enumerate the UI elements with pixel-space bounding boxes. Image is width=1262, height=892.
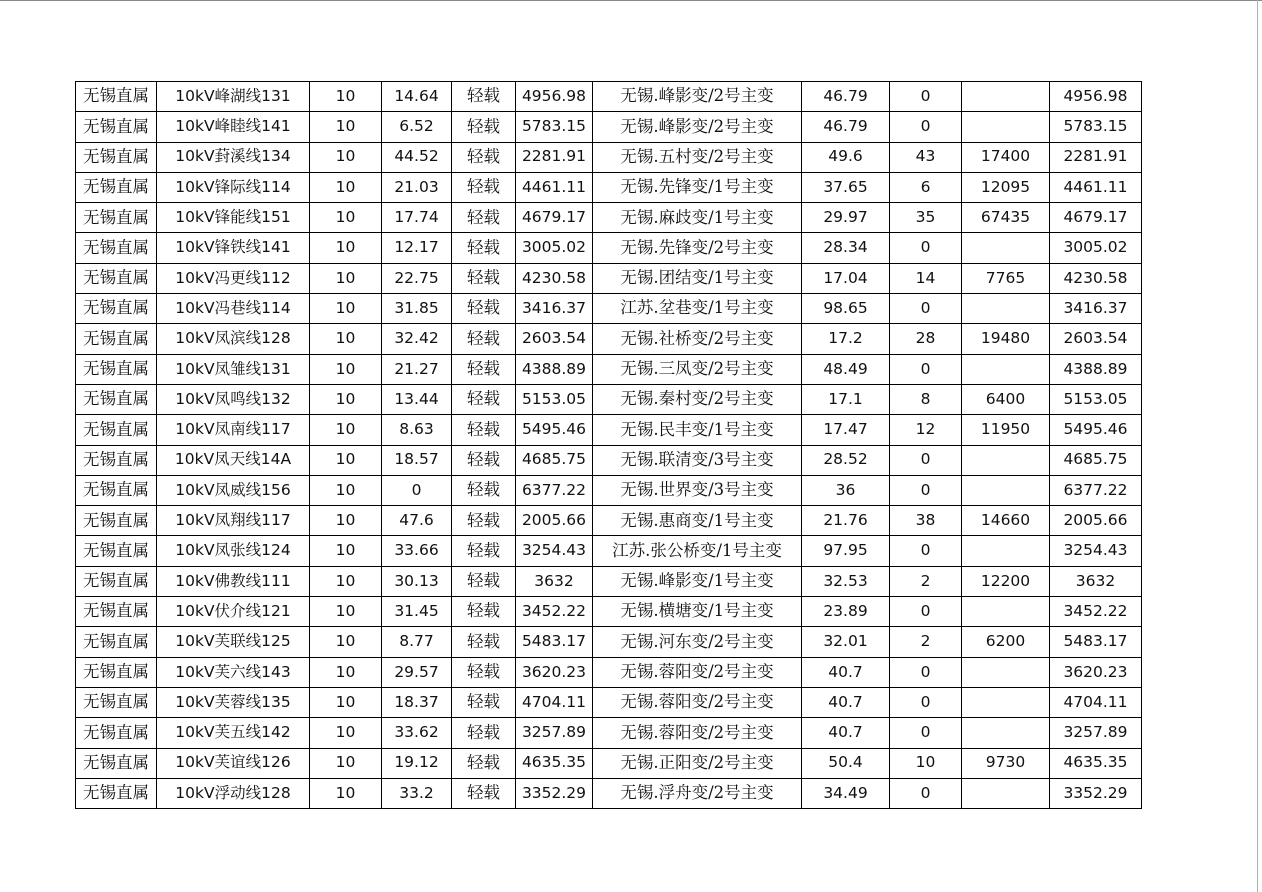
feeder-name-cell: 10kV芙蓉线135 bbox=[157, 687, 310, 717]
amount-cell: 17400 bbox=[962, 142, 1050, 172]
feeder-name-cell: 10kV凤雏线131 bbox=[157, 354, 310, 384]
count-cell: 6 bbox=[890, 172, 962, 202]
count-cell: 2 bbox=[890, 566, 962, 596]
load-status-cell: 轻载 bbox=[452, 82, 516, 112]
load-rate-cell: 30.13 bbox=[382, 566, 452, 596]
table-row bbox=[76, 354, 1142, 384]
feeder-name-cell: 10kV锋能线151 bbox=[157, 203, 310, 233]
feeder-name-cell: 10kV凤南线117 bbox=[157, 415, 310, 445]
transformer-cell: 无锡.麻歧变/1号主变 bbox=[593, 203, 802, 233]
capacity-cell: 4388.89 bbox=[516, 354, 593, 384]
page-right-border bbox=[1257, 0, 1258, 892]
feeder-name-cell: 10kV伏介线121 bbox=[157, 597, 310, 627]
table-row bbox=[76, 112, 1142, 142]
table-row bbox=[76, 687, 1142, 717]
transformer-cell: 无锡.蓉阳变/2号主变 bbox=[593, 687, 802, 717]
amount-cell: 19480 bbox=[962, 324, 1050, 354]
load-rate-cell: 8.77 bbox=[382, 627, 452, 657]
capacity-cell: 5495.46 bbox=[516, 415, 593, 445]
count-cell: 35 bbox=[890, 203, 962, 233]
company-cell: 无锡直属 bbox=[76, 172, 157, 202]
capacity-cell: 5483.17 bbox=[516, 627, 593, 657]
capacity-cell: 4685.75 bbox=[516, 445, 593, 475]
transformer-load-cell: 40.7 bbox=[802, 718, 890, 748]
capacity-cell: 3452.22 bbox=[516, 597, 593, 627]
company-cell: 无锡直属 bbox=[76, 597, 157, 627]
transformer-load-cell: 17.1 bbox=[802, 384, 890, 414]
transformer-load-cell: 34.49 bbox=[802, 778, 890, 808]
load-rate-cell: 21.03 bbox=[382, 172, 452, 202]
transformer-cell: 江苏.坌巷变/1号主变 bbox=[593, 294, 802, 324]
amount-cell bbox=[962, 475, 1050, 505]
load-status-cell: 轻载 bbox=[452, 445, 516, 475]
feeder-load-table bbox=[75, 81, 1142, 809]
feeder-name-cell: 10kV芙六线143 bbox=[157, 657, 310, 687]
capacity-cell: 3620.23 bbox=[516, 657, 593, 687]
voltage-cell: 10 bbox=[310, 203, 382, 233]
load-status-cell: 轻载 bbox=[452, 718, 516, 748]
table-row bbox=[76, 82, 1142, 112]
remaining-capacity-cell: 4461.11 bbox=[1050, 172, 1142, 202]
amount-cell: 6400 bbox=[962, 384, 1050, 414]
table-row bbox=[76, 475, 1142, 505]
load-status-cell: 轻载 bbox=[452, 748, 516, 778]
transformer-cell: 无锡.团结变/1号主变 bbox=[593, 263, 802, 293]
load-rate-cell: 32.42 bbox=[382, 324, 452, 354]
remaining-capacity-cell: 3352.29 bbox=[1050, 778, 1142, 808]
remaining-capacity-cell: 2603.54 bbox=[1050, 324, 1142, 354]
remaining-capacity-cell: 4635.35 bbox=[1050, 748, 1142, 778]
capacity-cell: 4704.11 bbox=[516, 687, 593, 717]
load-rate-cell: 21.27 bbox=[382, 354, 452, 384]
amount-cell bbox=[962, 687, 1050, 717]
load-rate-cell: 18.37 bbox=[382, 687, 452, 717]
load-status-cell: 轻载 bbox=[452, 263, 516, 293]
amount-cell: 7765 bbox=[962, 263, 1050, 293]
load-rate-cell: 31.45 bbox=[382, 597, 452, 627]
voltage-cell: 10 bbox=[310, 445, 382, 475]
table-row bbox=[76, 627, 1142, 657]
voltage-cell: 10 bbox=[310, 82, 382, 112]
table-row bbox=[76, 657, 1142, 687]
transformer-load-cell: 17.2 bbox=[802, 324, 890, 354]
company-cell: 无锡直属 bbox=[76, 445, 157, 475]
load-rate-cell: 22.75 bbox=[382, 263, 452, 293]
transformer-cell: 无锡.峰影变/2号主变 bbox=[593, 82, 802, 112]
feeder-name-cell: 10kV冯巷线114 bbox=[157, 294, 310, 324]
transformer-cell: 无锡.先锋变/2号主变 bbox=[593, 233, 802, 263]
table-row bbox=[76, 263, 1142, 293]
load-status-cell: 轻载 bbox=[452, 233, 516, 263]
company-cell: 无锡直属 bbox=[76, 324, 157, 354]
voltage-cell: 10 bbox=[310, 718, 382, 748]
amount-cell: 6200 bbox=[962, 627, 1050, 657]
load-rate-cell: 12.17 bbox=[382, 233, 452, 263]
remaining-capacity-cell: 5483.17 bbox=[1050, 627, 1142, 657]
feeder-name-cell: 10kV浮动线128 bbox=[157, 778, 310, 808]
transformer-cell: 无锡.社桥变/2号主变 bbox=[593, 324, 802, 354]
company-cell: 无锡直属 bbox=[76, 475, 157, 505]
capacity-cell: 3352.29 bbox=[516, 778, 593, 808]
capacity-cell: 5783.15 bbox=[516, 112, 593, 142]
company-cell: 无锡直属 bbox=[76, 748, 157, 778]
load-rate-cell: 33.62 bbox=[382, 718, 452, 748]
transformer-load-cell: 40.7 bbox=[802, 687, 890, 717]
remaining-capacity-cell: 6377.22 bbox=[1050, 475, 1142, 505]
remaining-capacity-cell: 3632 bbox=[1050, 566, 1142, 596]
amount-cell bbox=[962, 657, 1050, 687]
feeder-name-cell: 10kV凤天线14A bbox=[157, 445, 310, 475]
table-row bbox=[76, 294, 1142, 324]
transformer-load-cell: 98.65 bbox=[802, 294, 890, 324]
remaining-capacity-cell: 4679.17 bbox=[1050, 203, 1142, 233]
capacity-cell: 4230.58 bbox=[516, 263, 593, 293]
voltage-cell: 10 bbox=[310, 475, 382, 505]
company-cell: 无锡直属 bbox=[76, 657, 157, 687]
transformer-cell: 无锡.蓉阳变/2号主变 bbox=[593, 657, 802, 687]
amount-cell bbox=[962, 82, 1050, 112]
transformer-cell: 无锡.浮舟变/2号主变 bbox=[593, 778, 802, 808]
load-rate-cell: 0 bbox=[382, 475, 452, 505]
capacity-cell: 3632 bbox=[516, 566, 593, 596]
voltage-cell: 10 bbox=[310, 566, 382, 596]
table-row bbox=[76, 142, 1142, 172]
transformer-load-cell: 37.65 bbox=[802, 172, 890, 202]
company-cell: 无锡直属 bbox=[76, 778, 157, 808]
remaining-capacity-cell: 5495.46 bbox=[1050, 415, 1142, 445]
count-cell: 14 bbox=[890, 263, 962, 293]
transformer-load-cell: 28.52 bbox=[802, 445, 890, 475]
count-cell: 0 bbox=[890, 294, 962, 324]
feeder-name-cell: 10kV峰睦线141 bbox=[157, 112, 310, 142]
amount-cell bbox=[962, 112, 1050, 142]
transformer-cell: 无锡.峰影变/1号主变 bbox=[593, 566, 802, 596]
load-status-cell: 轻载 bbox=[452, 294, 516, 324]
table-row bbox=[76, 384, 1142, 414]
amount-cell: 11950 bbox=[962, 415, 1050, 445]
voltage-cell: 10 bbox=[310, 233, 382, 263]
remaining-capacity-cell: 2005.66 bbox=[1050, 506, 1142, 536]
page-top-border bbox=[0, 0, 1262, 1]
remaining-capacity-cell: 5783.15 bbox=[1050, 112, 1142, 142]
feeder-name-cell: 10kV锋铁线141 bbox=[157, 233, 310, 263]
remaining-capacity-cell: 3254.43 bbox=[1050, 536, 1142, 566]
company-cell: 无锡直属 bbox=[76, 233, 157, 263]
transformer-load-cell: 17.47 bbox=[802, 415, 890, 445]
capacity-cell: 3257.89 bbox=[516, 718, 593, 748]
transformer-cell: 无锡.世界变/3号主变 bbox=[593, 475, 802, 505]
count-cell: 0 bbox=[890, 233, 962, 263]
count-cell: 38 bbox=[890, 506, 962, 536]
transformer-load-cell: 46.79 bbox=[802, 112, 890, 142]
load-status-cell: 轻载 bbox=[452, 566, 516, 596]
count-cell: 2 bbox=[890, 627, 962, 657]
voltage-cell: 10 bbox=[310, 263, 382, 293]
transformer-cell: 无锡.先锋变/1号主变 bbox=[593, 172, 802, 202]
remaining-capacity-cell: 3620.23 bbox=[1050, 657, 1142, 687]
transformer-load-cell: 40.7 bbox=[802, 657, 890, 687]
load-status-cell: 轻载 bbox=[452, 597, 516, 627]
transformer-cell: 无锡.横塘变/1号主变 bbox=[593, 597, 802, 627]
table-body bbox=[76, 82, 1142, 809]
amount-cell: 12095 bbox=[962, 172, 1050, 202]
load-rate-cell: 18.57 bbox=[382, 445, 452, 475]
transformer-load-cell: 23.89 bbox=[802, 597, 890, 627]
amount-cell bbox=[962, 718, 1050, 748]
transformer-cell: 无锡.联清变/3号主变 bbox=[593, 445, 802, 475]
count-cell: 43 bbox=[890, 142, 962, 172]
company-cell: 无锡直属 bbox=[76, 687, 157, 717]
voltage-cell: 10 bbox=[310, 748, 382, 778]
amount-cell bbox=[962, 354, 1050, 384]
count-cell: 0 bbox=[890, 778, 962, 808]
load-status-cell: 轻载 bbox=[452, 687, 516, 717]
company-cell: 无锡直属 bbox=[76, 718, 157, 748]
remaining-capacity-cell: 3257.89 bbox=[1050, 718, 1142, 748]
load-rate-cell: 33.66 bbox=[382, 536, 452, 566]
voltage-cell: 10 bbox=[310, 415, 382, 445]
company-cell: 无锡直属 bbox=[76, 294, 157, 324]
feeder-name-cell: 10kV凤鸣线132 bbox=[157, 384, 310, 414]
transformer-load-cell: 32.53 bbox=[802, 566, 890, 596]
feeder-name-cell: 10kV芙谊线126 bbox=[157, 748, 310, 778]
capacity-cell: 2005.66 bbox=[516, 506, 593, 536]
capacity-cell: 3416.37 bbox=[516, 294, 593, 324]
voltage-cell: 10 bbox=[310, 597, 382, 627]
capacity-cell: 4956.98 bbox=[516, 82, 593, 112]
load-status-cell: 轻载 bbox=[452, 142, 516, 172]
load-rate-cell: 19.12 bbox=[382, 748, 452, 778]
count-cell: 0 bbox=[890, 687, 962, 717]
feeder-name-cell: 10kV冯更线112 bbox=[157, 263, 310, 293]
feeder-name-cell: 10kV凤翔线117 bbox=[157, 506, 310, 536]
company-cell: 无锡直属 bbox=[76, 82, 157, 112]
amount-cell bbox=[962, 778, 1050, 808]
remaining-capacity-cell: 4388.89 bbox=[1050, 354, 1142, 384]
voltage-cell: 10 bbox=[310, 627, 382, 657]
amount-cell: 67435 bbox=[962, 203, 1050, 233]
feeder-name-cell: 10kV佛教线111 bbox=[157, 566, 310, 596]
company-cell: 无锡直属 bbox=[76, 415, 157, 445]
capacity-cell: 3005.02 bbox=[516, 233, 593, 263]
count-cell: 0 bbox=[890, 112, 962, 142]
table-row bbox=[76, 536, 1142, 566]
voltage-cell: 10 bbox=[310, 778, 382, 808]
load-status-cell: 轻载 bbox=[452, 203, 516, 233]
table-row bbox=[76, 203, 1142, 233]
load-status-cell: 轻载 bbox=[452, 354, 516, 384]
company-cell: 无锡直属 bbox=[76, 536, 157, 566]
table-row bbox=[76, 778, 1142, 808]
transformer-cell: 无锡.民丰变/1号主变 bbox=[593, 415, 802, 445]
capacity-cell: 4679.17 bbox=[516, 203, 593, 233]
capacity-cell: 3254.43 bbox=[516, 536, 593, 566]
company-cell: 无锡直属 bbox=[76, 203, 157, 233]
feeder-name-cell: 10kV芙五线142 bbox=[157, 718, 310, 748]
load-rate-cell: 33.2 bbox=[382, 778, 452, 808]
feeder-name-cell: 10kV凤威线156 bbox=[157, 475, 310, 505]
capacity-cell: 2603.54 bbox=[516, 324, 593, 354]
count-cell: 0 bbox=[890, 445, 962, 475]
transformer-load-cell: 97.95 bbox=[802, 536, 890, 566]
table-row bbox=[76, 597, 1142, 627]
voltage-cell: 10 bbox=[310, 657, 382, 687]
feeder-name-cell: 10kV峰湖线131 bbox=[157, 82, 310, 112]
amount-cell bbox=[962, 233, 1050, 263]
voltage-cell: 10 bbox=[310, 687, 382, 717]
transformer-cell: 无锡.惠商变/1号主变 bbox=[593, 506, 802, 536]
company-cell: 无锡直属 bbox=[76, 627, 157, 657]
transformer-load-cell: 46.79 bbox=[802, 82, 890, 112]
amount-cell bbox=[962, 536, 1050, 566]
transformer-load-cell: 36 bbox=[802, 475, 890, 505]
company-cell: 无锡直属 bbox=[76, 566, 157, 596]
transformer-cell: 无锡.蓉阳变/2号主变 bbox=[593, 718, 802, 748]
load-status-cell: 轻载 bbox=[452, 657, 516, 687]
transformer-cell: 无锡.峰影变/2号主变 bbox=[593, 112, 802, 142]
feeder-name-cell: 10kV凤张线124 bbox=[157, 536, 310, 566]
load-status-cell: 轻载 bbox=[452, 415, 516, 445]
voltage-cell: 10 bbox=[310, 506, 382, 536]
table-row bbox=[76, 566, 1142, 596]
count-cell: 0 bbox=[890, 536, 962, 566]
load-rate-cell: 14.64 bbox=[382, 82, 452, 112]
remaining-capacity-cell: 4956.98 bbox=[1050, 82, 1142, 112]
voltage-cell: 10 bbox=[310, 142, 382, 172]
table-row bbox=[76, 172, 1142, 202]
transformer-load-cell: 50.4 bbox=[802, 748, 890, 778]
count-cell: 28 bbox=[890, 324, 962, 354]
amount-cell: 14660 bbox=[962, 506, 1050, 536]
load-status-cell: 轻载 bbox=[452, 172, 516, 202]
amount-cell bbox=[962, 445, 1050, 475]
load-rate-cell: 13.44 bbox=[382, 384, 452, 414]
feeder-name-cell: 10kV葑溪线134 bbox=[157, 142, 310, 172]
table-row bbox=[76, 415, 1142, 445]
count-cell: 10 bbox=[890, 748, 962, 778]
transformer-load-cell: 48.49 bbox=[802, 354, 890, 384]
load-rate-cell: 17.74 bbox=[382, 203, 452, 233]
transformer-cell: 无锡.正阳变/2号主变 bbox=[593, 748, 802, 778]
amount-cell bbox=[962, 597, 1050, 627]
feeder-name-cell: 10kV锋际线114 bbox=[157, 172, 310, 202]
load-status-cell: 轻载 bbox=[452, 536, 516, 566]
transformer-load-cell: 29.97 bbox=[802, 203, 890, 233]
amount-cell: 9730 bbox=[962, 748, 1050, 778]
company-cell: 无锡直属 bbox=[76, 506, 157, 536]
voltage-cell: 10 bbox=[310, 324, 382, 354]
capacity-cell: 6377.22 bbox=[516, 475, 593, 505]
load-status-cell: 轻载 bbox=[452, 778, 516, 808]
load-status-cell: 轻载 bbox=[452, 324, 516, 354]
voltage-cell: 10 bbox=[310, 384, 382, 414]
feeder-name-cell: 10kV凤滨线128 bbox=[157, 324, 310, 354]
load-status-cell: 轻载 bbox=[452, 475, 516, 505]
table-row bbox=[76, 718, 1142, 748]
transformer-cell: 无锡.秦村变/2号主变 bbox=[593, 384, 802, 414]
company-cell: 无锡直属 bbox=[76, 263, 157, 293]
transformer-load-cell: 17.04 bbox=[802, 263, 890, 293]
load-status-cell: 轻载 bbox=[452, 384, 516, 414]
transformer-cell: 江苏.张公桥变/1号主变 bbox=[593, 536, 802, 566]
load-rate-cell: 29.57 bbox=[382, 657, 452, 687]
voltage-cell: 10 bbox=[310, 112, 382, 142]
count-cell: 12 bbox=[890, 415, 962, 445]
load-rate-cell: 44.52 bbox=[382, 142, 452, 172]
transformer-cell: 无锡.三凤变/2号主变 bbox=[593, 354, 802, 384]
capacity-cell: 2281.91 bbox=[516, 142, 593, 172]
transformer-load-cell: 28.34 bbox=[802, 233, 890, 263]
remaining-capacity-cell: 3005.02 bbox=[1050, 233, 1142, 263]
company-cell: 无锡直属 bbox=[76, 354, 157, 384]
transformer-load-cell: 21.76 bbox=[802, 506, 890, 536]
feeder-name-cell: 10kV芙联线125 bbox=[157, 627, 310, 657]
table-row bbox=[76, 506, 1142, 536]
count-cell: 0 bbox=[890, 475, 962, 505]
remaining-capacity-cell: 3452.22 bbox=[1050, 597, 1142, 627]
count-cell: 0 bbox=[890, 597, 962, 627]
count-cell: 8 bbox=[890, 384, 962, 414]
amount-cell bbox=[962, 294, 1050, 324]
table-row bbox=[76, 324, 1142, 354]
remaining-capacity-cell: 4230.58 bbox=[1050, 263, 1142, 293]
capacity-cell: 4461.11 bbox=[516, 172, 593, 202]
table-row bbox=[76, 233, 1142, 263]
load-rate-cell: 8.63 bbox=[382, 415, 452, 445]
load-rate-cell: 47.6 bbox=[382, 506, 452, 536]
transformer-load-cell: 32.01 bbox=[802, 627, 890, 657]
remaining-capacity-cell: 3416.37 bbox=[1050, 294, 1142, 324]
remaining-capacity-cell: 5153.05 bbox=[1050, 384, 1142, 414]
table-row bbox=[76, 748, 1142, 778]
transformer-cell: 无锡.五村变/2号主变 bbox=[593, 142, 802, 172]
count-cell: 0 bbox=[890, 657, 962, 687]
table-row bbox=[76, 445, 1142, 475]
load-status-cell: 轻载 bbox=[452, 506, 516, 536]
voltage-cell: 10 bbox=[310, 536, 382, 566]
load-status-cell: 轻载 bbox=[452, 112, 516, 142]
load-rate-cell: 31.85 bbox=[382, 294, 452, 324]
remaining-capacity-cell: 4685.75 bbox=[1050, 445, 1142, 475]
voltage-cell: 10 bbox=[310, 294, 382, 324]
company-cell: 无锡直属 bbox=[76, 142, 157, 172]
voltage-cell: 10 bbox=[310, 172, 382, 202]
remaining-capacity-cell: 2281.91 bbox=[1050, 142, 1142, 172]
company-cell: 无锡直属 bbox=[76, 384, 157, 414]
voltage-cell: 10 bbox=[310, 354, 382, 384]
count-cell: 0 bbox=[890, 718, 962, 748]
count-cell: 0 bbox=[890, 354, 962, 384]
amount-cell: 12200 bbox=[962, 566, 1050, 596]
transformer-load-cell: 49.6 bbox=[802, 142, 890, 172]
count-cell: 0 bbox=[890, 82, 962, 112]
transformer-cell: 无锡.河东变/2号主变 bbox=[593, 627, 802, 657]
capacity-cell: 4635.35 bbox=[516, 748, 593, 778]
load-rate-cell: 6.52 bbox=[382, 112, 452, 142]
remaining-capacity-cell: 4704.11 bbox=[1050, 687, 1142, 717]
load-status-cell: 轻载 bbox=[452, 627, 516, 657]
company-cell: 无锡直属 bbox=[76, 112, 157, 142]
capacity-cell: 5153.05 bbox=[516, 384, 593, 414]
